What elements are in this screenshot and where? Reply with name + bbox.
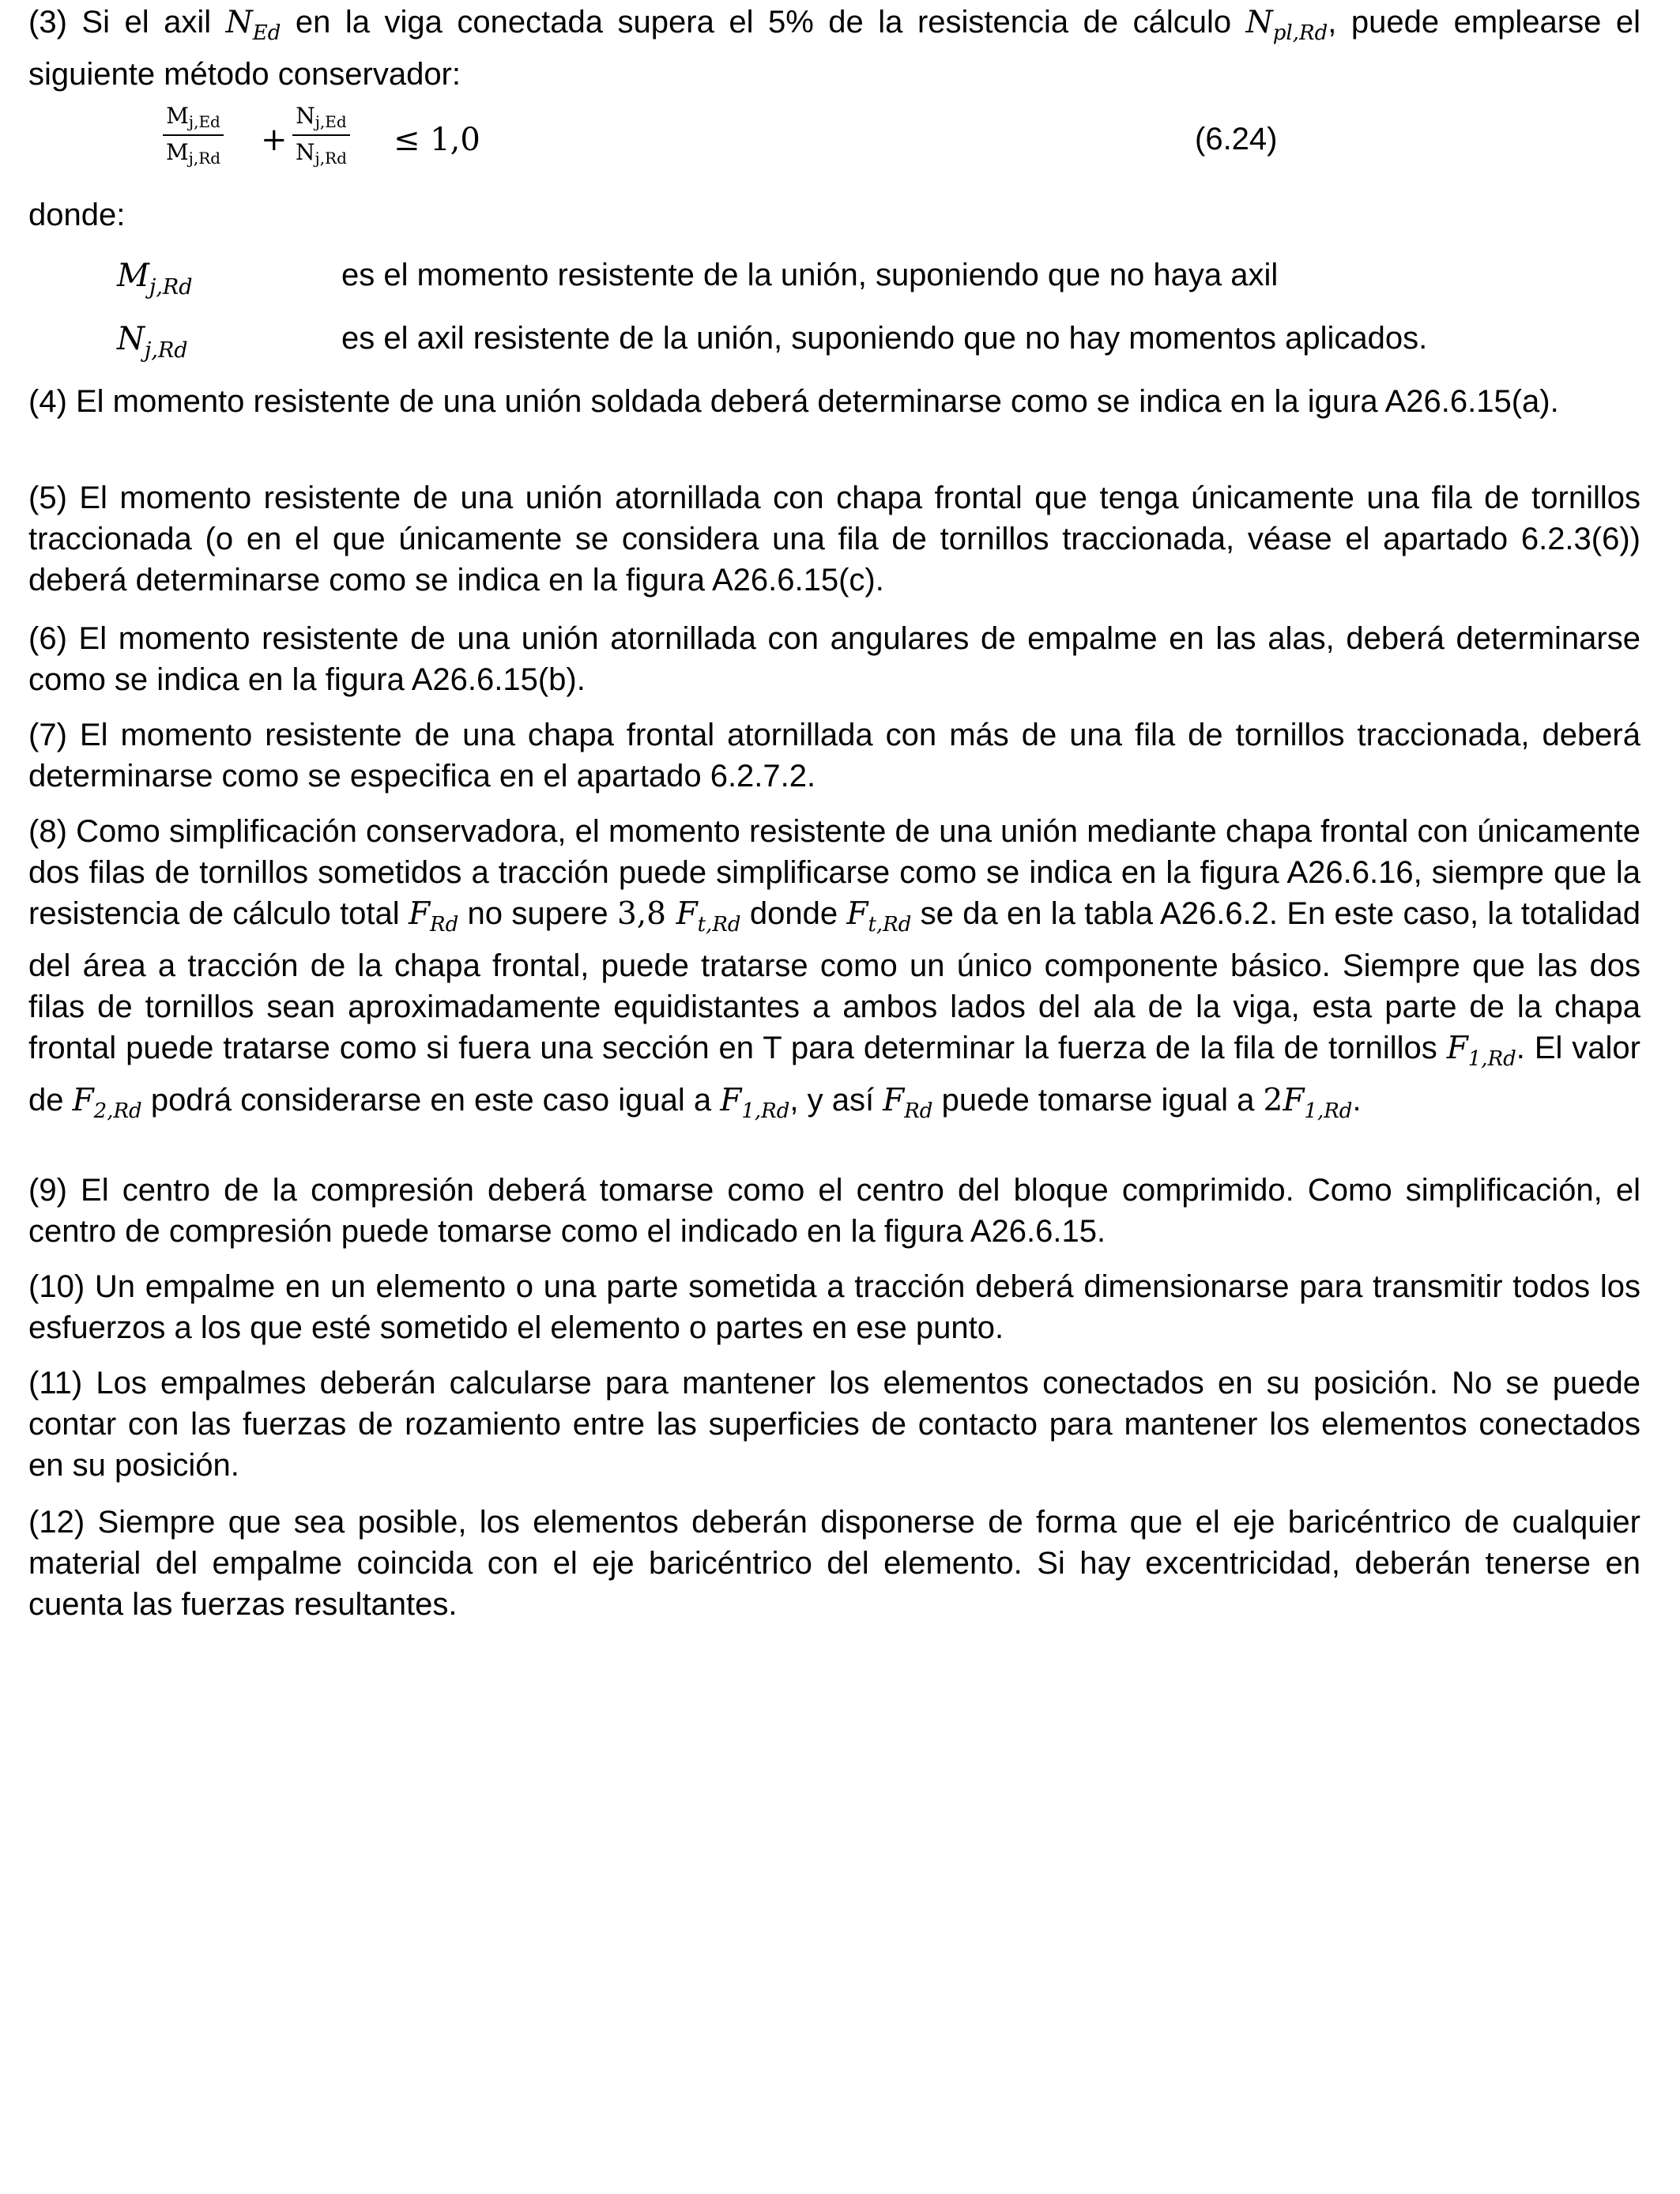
fraction-numerator: $N_{j,Ed}$ [292, 103, 349, 136]
paragraph-7: (7) El momento resistente de una chapa frontal atornillada con más de una fila de tornillos traccionada, deberá determinarse como se especifica en el apartado 6.2.7.2. [28, 718, 1640, 794]
paragraph-10: (10) Un empalme en un elemento o una parte sometida a tracción deberá dimensionarse para transmitir todos los esfuerzos a los que esté sometido el elemento o partes en ese punto. [28, 1269, 1640, 1345]
symbol-F-1-Rd: $F_{1,Rd}$ [720, 1083, 790, 1123]
para3-text-3: , puede emplearse el siguiente método conservador: [28, 5, 1640, 92]
paragraph-4: (4) El momento resistente de una unión soldada deberá determinarse como se indica en la igura A26.6.15(a). [28, 384, 1559, 419]
definition-symbol: $N_{j,Rd}$ [117, 321, 188, 363]
equation-6-24 [28, 95, 1640, 182]
fraction-denominator: $M_{j,Rd}$ [166, 139, 221, 168]
definition-text: es el axil resistente de la unión, suponiendo que no hay momentos aplicados. [341, 321, 1428, 356]
symbol-N-pl-Rd: $N_{pl,Rd}$ [1245, 5, 1328, 45]
fraction-axial [292, 103, 350, 168]
symbol-F-Rd: $F_{Rd}$ [408, 896, 459, 937]
para3-text-1: (3) Si el axil [28, 5, 226, 40]
paragraph-9: (9) El centro de la compresión deberá tomarse como el centro del bloque comprimido. Como simplificación, el centro de compresión puede tomarse como el indicado en la figura A26.6.15. [28, 1173, 1640, 1249]
paragraph-11: (11) Los empalmes deberán calcularse para mantener los elementos conectados en su posición. No se puede contar con las fuerzas de rozamiento entre las superficies de contacto para mantener los elementos conectados en su posición. [28, 1366, 1640, 1483]
paragraph-6: (6) El momento resistente de una unión atornillada con angulares de empalme en las alas, deberá determinarse como se indica en la figura A26.6.15(b). [28, 621, 1640, 697]
symbol-F-1-Rd: $F_{1,Rd}$ [1446, 1031, 1516, 1071]
symbol-F-Rd: $F_{Rd}$ [883, 1083, 933, 1123]
definition-symbol: $M_{j,Rd}$ [117, 258, 193, 300]
paragraph-8: (8) Como simplificación conservadora, el momento resistente de una unión mediante chapa frontal con únicamente dos filas de tornillos sometidos a tracción puede simplificarse como se indica en la figura A26.6.16, siempre que la resistencia de cálculo total $F_{Rd}$ no supere 3,8 $F_{t,Rd}$ donde $F_{t,Rd}$ se da en la tabla A26.6.2. En este caso, la totalidad del área a tracción de la chapa frontal, puede tratarse como un único componente básico. Siempre que las dos filas de tornillos sean aproximadamente equidistantes a ambos lados del ala de la viga, esta parte de la chapa frontal puede tratarse como si fuera una sección en T para determinar la fuerza de la fila de tornillos $F_{1,Rd}$. El valor de $F_{2,Rd}$ podrá considerarse en este caso igual a $F_{1,Rd}$, y así $F_{Rd}$ puede tomarse igual a $2F_{1,Rd}$. [28, 814, 1641, 1123]
donde-label: donde: [28, 198, 126, 232]
symbol-F-2-Rd: $F_{2,Rd}$ [72, 1083, 142, 1123]
paragraph-3 [28, 2, 1640, 95]
equation-number: (6.24) [1195, 122, 1278, 156]
paragraph-5: (5) El momento resistente de una unión atornillada con chapa frontal que tenga únicamente una fila de tornillos traccionada (o en el que únicamente se considera una fila de tornillos traccionada, véase el apartado 6.2.3(6)) deberá determinarse como se indica en la figura A26.6.15(c). [28, 481, 1640, 598]
fraction-numerator: $M_{j,Ed}$ [163, 103, 224, 136]
symbol-2-F-1-Rd: $2F_{1,Rd}$ [1263, 1083, 1353, 1123]
plus-sign: + [261, 122, 288, 158]
paragraph-12: (12) Siempre que sea posible, los elementos deberán disponerse de forma que el eje baricéntrico de cualquier material del empalme coincida con el eje baricéntrico del elemento. Si hay excentricidad, deberán tenerse en cuenta las fuerzas resultantes. [28, 1505, 1640, 1622]
fraction-moment [163, 103, 224, 168]
symbol-N-Ed: $N_{Ed}$ [225, 5, 281, 45]
symbol-F-t-Rd: $F_{t,Rd}$ [846, 896, 912, 937]
definition-text: es el momento resistente de la unión, suponiendo que no haya axil [341, 258, 1279, 292]
fraction-denominator: $N_{j,Rd}$ [296, 139, 347, 168]
equation-rhs: ≤ 1,0 [394, 122, 480, 158]
para3-text-2: en la viga conectada supera el 5% de la resistencia de cálculo [281, 5, 1246, 40]
symbol-3-8-F-t-Rd: 3,8 $F_{t,Rd}$ [616, 896, 741, 937]
